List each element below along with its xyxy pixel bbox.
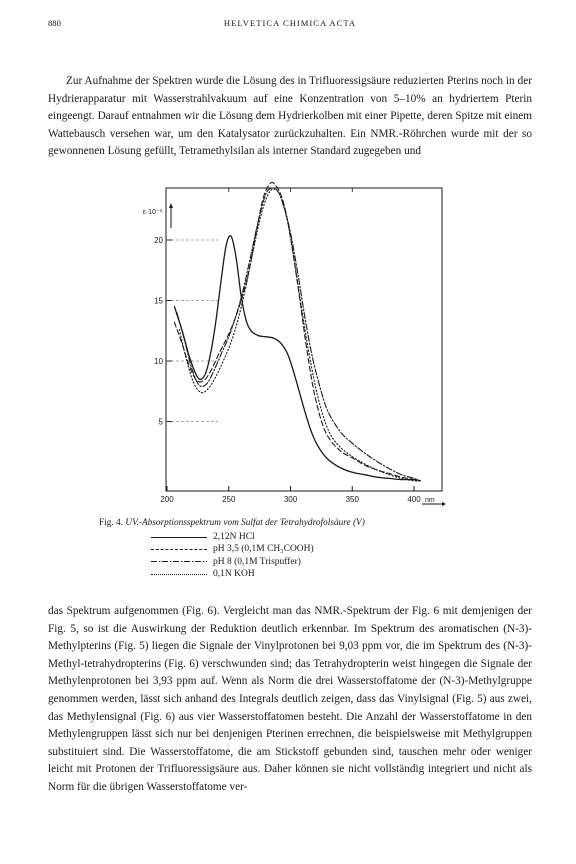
legend-item: [151, 568, 314, 580]
x-tick-label: 300: [283, 495, 298, 504]
y-axis-label: ε·10⁻³: [142, 209, 162, 216]
x-arrow-icon: [442, 502, 446, 506]
figure-label: Fig. 4.: [99, 518, 124, 528]
paragraph-bottom: das Spektrum aufgenommen (Fig. 6). Vergleicht man das NMR.-Spektrum der Fig. 6 mit demjenigen der Fig. 5, so ist die Auswirkung der Reduktion deutlich erkennbar. Im Spektrum des aromatischen (N-3)-Methylpterins (Fig. 5) liegen die Signale der Vinylprotonen bei 9,03 ppm vor, die im Spektrum des (N-3)-Methyl-tetrahydropterins (Fig. 6) verschwunden sind; das Tetrahydropterin weist hingegen die Signale der Methylenprotonen bei 3,93 ppm auf. Wenn als Norm die drei Wasserstoffatome der (N-3)-Methylgruppe genommen werden, lässt sich anhand des Integrals deutlich zeigen, dass das Vinylsignal (Fig. 5) aus zwei, das Methylensignal (Fig. 6) aus vier Wasserstoffatomen besteht. Die Anzahl der Wasserstoffatome in den Methylengruppen lässt sich nur bei denjenigen Pterinen errechnen, die beispielsweise mit Methylgruppen substituiert sind. Die Wasserstoffatome, die am Stickstoff gebunden sind, tauschen mehr oder weniger leicht mit Protonen der Trifluoressigsäure aus. Daher können sie nicht vollständig integriert und nicht als Norm für die übrigen Wasserstoffatome ver-: [48, 605, 532, 793]
journal-title: HELVETICA CHIMICA ACTA: [223, 18, 357, 28]
y-tick-label: 15: [154, 296, 163, 306]
y-tick-label: 10: [154, 357, 163, 366]
legend-swatch-dotted: [151, 574, 207, 575]
legend-label: 0,1N KOH: [213, 569, 255, 580]
page-number: 880: [48, 18, 61, 28]
legend-label: pH 8 (0,1M Trispuffer): [213, 556, 301, 567]
legend-item: [151, 531, 314, 543]
legend-swatch-dashed: [151, 549, 207, 550]
paragraph-top: Zur Aufnahme der Spektren wurde die Lösung des in Trifluoressigsäure reduzierten Pterins noch in der Hydrierapparatur mit Wasserstrahlvakuum auf eine Konzentration von 5–10% an hydriertem Pterin eingeengt. Darauf entnahmen wir die Lösung dem Hydrierkolben mit einer Pipette, deren Spitze mit einem Wattebausch versehen war, um den Katalysator zurückzuhalten. Ein NMR.-Röhrchen wurde mit der so gewonnenen Lösung gefüllt, Tetramethylsilan als interner Standard zugegeben und: [48, 75, 532, 158]
x-tick-label: 200: [160, 495, 174, 504]
y-tick-label: 20: [154, 236, 163, 245]
plot-frame: [166, 188, 442, 491]
legend-swatch-solid: [151, 537, 207, 538]
figure-legend: [151, 531, 314, 581]
series-line-dotted: [179, 189, 420, 481]
legend-label: 2,12N HCl: [213, 532, 255, 542]
series-line-solid: [174, 236, 420, 481]
x-unit-label: nm: [425, 497, 435, 504]
figure-caption: [99, 518, 365, 528]
y-arrow-icon: [169, 203, 173, 208]
series-line-dashdot: [177, 188, 420, 481]
legend-swatch-dashdot: [151, 560, 207, 564]
page-header: [48, 18, 532, 32]
series-line-dashed: [174, 182, 420, 480]
legend-item: [151, 556, 314, 568]
legend-item: [151, 543, 314, 555]
x-tick-label: 250: [222, 495, 236, 504]
x-tick-label: 350: [345, 495, 359, 504]
y-tick-label: 5: [158, 417, 163, 427]
legend-label: pH 3,5 (0,1M CH₃COOH): [213, 544, 314, 555]
x-tick-label: 400: [407, 495, 421, 504]
figure-caption-text: UV.-Absorptionsspektrum vom Sulfat der Tetrahydrofolsäure (V): [125, 518, 365, 528]
